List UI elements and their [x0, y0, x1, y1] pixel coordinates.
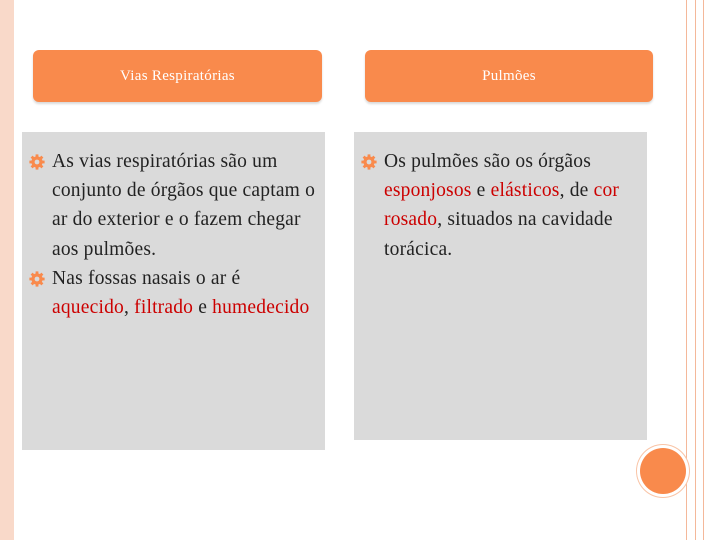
cog-bullet-icon: [361, 154, 377, 170]
cog-bullet-icon: [29, 154, 45, 170]
highlighted-term: aquecido: [52, 297, 124, 319]
highlighted-term: elásticos: [490, 180, 560, 202]
bullet-item: [22, 264, 325, 322]
bullet-text: e: [193, 297, 213, 319]
bullet-text: Os pulmões são os órgãos: [384, 151, 592, 172]
right-panel-title: Pulmões: [482, 67, 536, 84]
left-panel-title: Vias Respiratórias: [120, 67, 235, 84]
bullet-item: [22, 147, 325, 264]
bullet-text: , de: [559, 180, 594, 202]
decorative-circle: [640, 448, 686, 494]
bullet-item: [354, 147, 647, 264]
right-decorative-line: [703, 0, 704, 540]
cog-bullet-icon: [29, 271, 45, 287]
highlighted-term: cor: [593, 180, 620, 202]
bullet-text: ,: [123, 297, 135, 319]
left-decorative-border: [0, 0, 14, 540]
bullet-text: Nas fossas nasais o ar é: [52, 267, 241, 289]
bullet-text: As vias respiratórias são um conjunto de órgãos que captam o ar do exterior e o fazem chegar aos pulmões.: [52, 151, 316, 260]
right-panel-header: [365, 50, 653, 102]
highlighted-term: esponjosos: [384, 180, 472, 202]
left-panel-content: [22, 132, 325, 450]
highlighted-term: filtrado: [134, 297, 194, 319]
right-decorative-line: [695, 0, 696, 540]
bullet-text: , situados na cavidade torácica.: [384, 209, 613, 260]
left-bullet-list: [22, 147, 325, 322]
highlighted-term: rosado: [384, 209, 438, 231]
left-panel-header: [33, 50, 322, 102]
highlighted-term: humedecido: [212, 297, 310, 319]
right-bullet-list: [354, 147, 647, 264]
bullet-text: e: [471, 180, 491, 202]
right-panel-content: [354, 132, 647, 440]
right-decorative-line: [686, 0, 687, 540]
